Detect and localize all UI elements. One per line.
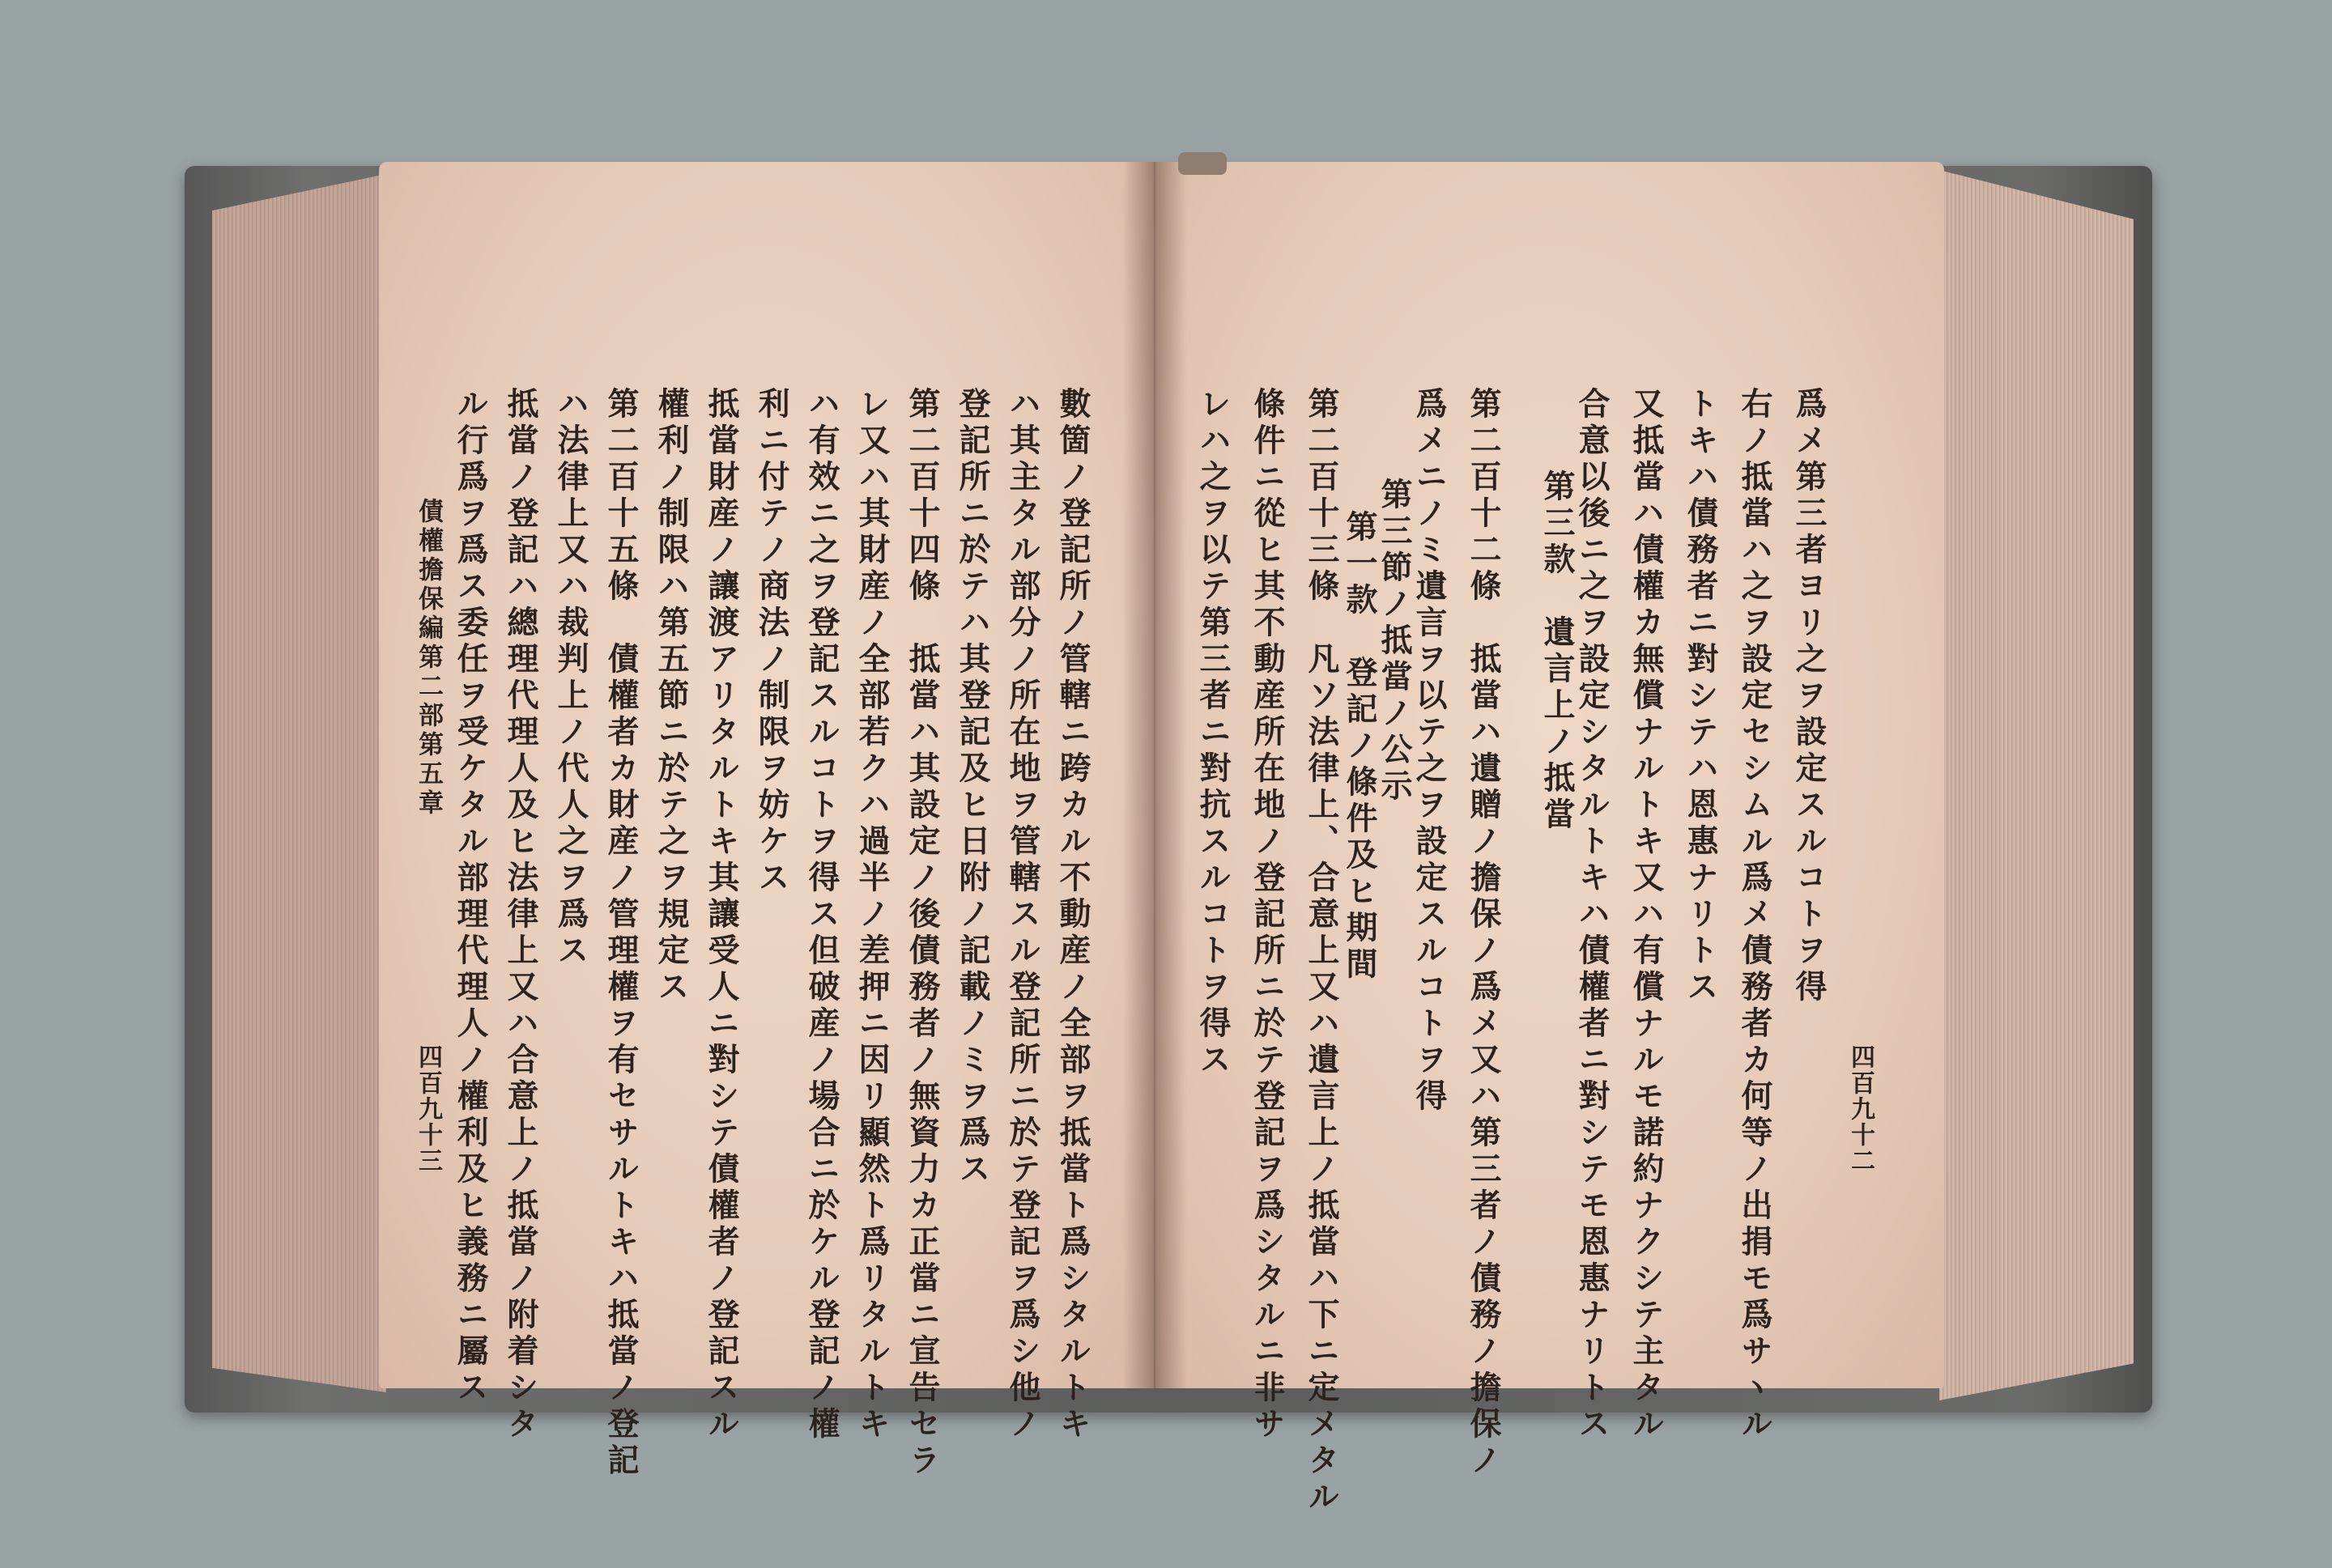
- left-page-line: 抵當ノ登記ハ總理代理人及ヒ法律上又ハ合意上ノ抵當ノ附着シタ: [502, 387, 539, 1443]
- left-page-line: ル行爲ヲ爲ス委任ヲ受ケタル部理代理人ノ權利及ヒ義務ニ屬ス: [452, 387, 489, 1407]
- book-gutter: [1122, 162, 1187, 1388]
- left-page-line: 利ニ付テノ商法ノ制限ヲ妨ケス: [753, 387, 790, 897]
- right-page-line: トキハ債務者ニ對シテハ恩惠ナリトス: [1682, 387, 1719, 1006]
- left-page-line: ハ有效ニ之ヲ登記スルコトヲ得ス但破産ノ場合ニ於ケル登記ノ權: [803, 387, 840, 1443]
- right-page-line: 爲メニノミ遺言ヲ以テ之ヲ設定スルコトヲ得: [1411, 387, 1448, 1115]
- left-page-line: 數箇ノ登記所ノ管轄ニ跨カル不動産ノ全部ヲ抵當ト爲シタルトキ: [1054, 387, 1092, 1443]
- left-page-line: 抵當財産ノ讓渡アリタルトキ其讓受人ニ對シテ債權者ノ登記スル: [703, 387, 740, 1443]
- article-214: 第二百十四條 抵當ハ其設定ノ後債務者ノ無資力カ正當ニ宣告セラ: [904, 387, 941, 1480]
- section-heading: 第三款 遺言上ノ抵當: [1538, 470, 1576, 834]
- right-page-line: 右ノ抵當ハ之ヲ設定セシムル爲メ債務者カ何等ノ出捐モ爲サヽル: [1736, 387, 1773, 1443]
- page-number-left: 四百九十三: [414, 1044, 442, 1174]
- left-page-line: ハ法律上又ハ裁判上ノ代人之ヲ爲ス: [552, 387, 589, 970]
- left-page-line: ハ其主タル部分ノ所在地ヲ管轄スル登記所ニ於テ登記ヲ爲シ他ノ: [1004, 387, 1041, 1443]
- left-page-block-edge: [212, 174, 386, 1392]
- right-page-line: 爲メ第三者ヨリ之ヲ設定スルコトヲ得: [1790, 387, 1828, 1006]
- section-heading: 第三節ノ抵當ノ公示: [1376, 478, 1413, 805]
- article-212: 第二百十二條 抵當ハ遺贈ノ擔保ノ爲メ又ハ第三者ノ債務ノ擔保ノ: [1465, 387, 1502, 1480]
- left-page-line: レ又ハ其財産ノ全部若クハ過半ノ差押ニ因リ顯然ト爲リタルトキ: [853, 387, 891, 1443]
- right-page-line: 條件ニ從ヒ其不動産所在地ノ登記所ニ於テ登記ヲ爲シタルニ非サ: [1249, 387, 1286, 1443]
- running-title: 債權擔保編第二部第五章: [414, 498, 443, 818]
- article-213: 第二百十三條 凡ソ法律上、合意上又ハ遺言上ノ抵當ハ下ニ定メタル: [1303, 387, 1340, 1516]
- page-number-right: 四百九十二: [1846, 1044, 1875, 1174]
- article-215: 第二百十五條 債權者カ財産ノ管理權ヲ有セサルトキハ抵當ノ登記: [602, 387, 640, 1480]
- right-page-line: 合意以後ニ之ヲ設定シタルトキハ債權者ニ對シテモ恩惠ナリトス: [1573, 387, 1611, 1443]
- right-page-line: レハ之ヲ以テ第三者ニ對抗スルコトヲ得ス: [1194, 387, 1232, 1079]
- left-page-line: 權利ノ制限ハ第五節ニ於テ之ヲ規定ス: [653, 387, 690, 1006]
- right-page-block-edge: [1939, 170, 2134, 1400]
- section-heading: 第一款 登記ノ條件及ヒ期間: [1341, 510, 1378, 984]
- right-page-line: 又抵當ハ債權カ無償ナルトキ又ハ有償ナルモ諾約ナクシテ主タル: [1628, 387, 1665, 1443]
- spine-tab: [1178, 152, 1227, 175]
- left-page-line: 登記所ニ於テハ其登記及ヒ日附ノ記載ノミヲ爲ス: [954, 387, 991, 1188]
